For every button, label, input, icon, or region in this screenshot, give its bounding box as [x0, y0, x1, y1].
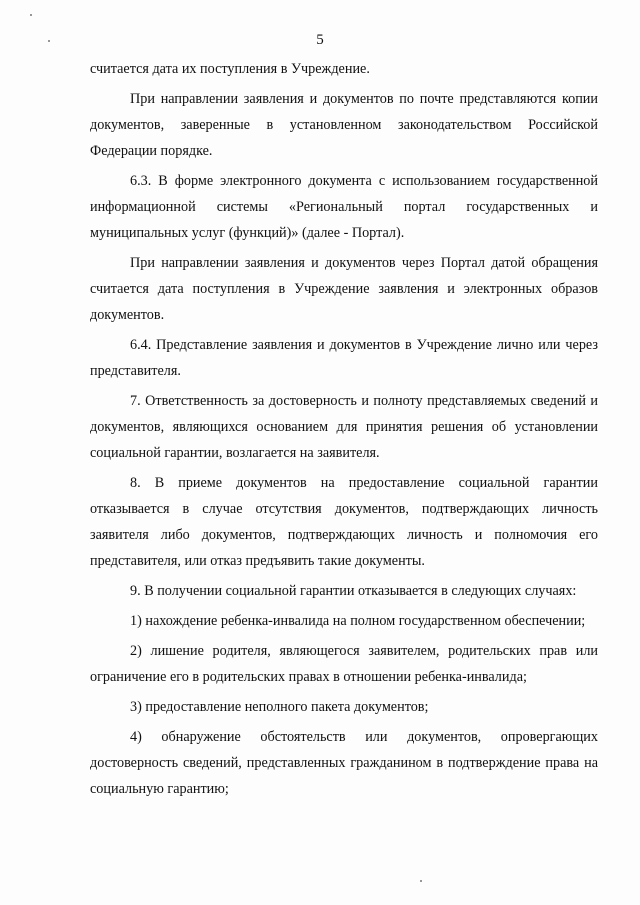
paragraph-portal-submission: При направлении заявления и документов через Портал датой обращения считается дата поступления в Учреждение заявления и электронных образов документов. [90, 255, 598, 323]
paragraph-7: 7. Ответственность за достоверность и полноту представляемых сведений и документов, являющихся основанием для принятия решения об установлении социальной гарантии, возлагается на заявителя. [90, 393, 598, 461]
paragraph-9: 9. В получении социальной гарантии отказывается в следующих случаях: [130, 583, 577, 599]
paragraph-continuation: считается дата их поступления в Учреждение. [90, 61, 370, 77]
scan-speck [30, 14, 32, 16]
paragraph-6-3: 6.3. В форме электронного документа с использованием государственной информационной системы «Региональный портал государственных и муниципальных услуг (функций)» (далее - Портал). [90, 173, 598, 241]
document-body [90, 56, 598, 806]
scan-speck [420, 880, 422, 882]
list-item-4: 4) обнаружение обстоятельств или документов, опровергающих достоверность сведений, представленных гражданином в подтверждение права на социальную гарантию; [90, 729, 598, 797]
paragraph-postal-submission: При направлении заявления и документов по почте представляются копии документов, заверенные в установленном законодательством Российской Федерации порядке. [90, 91, 598, 159]
paragraph-6-4: 6.4. Представление заявления и документов в Учреждение лично или через представителя. [90, 337, 598, 379]
list-item-2: 2) лишение родителя, являющегося заявителем, родительских прав или ограничение его в родительских правах в отношении ребенка-инвалида; [90, 643, 598, 685]
list-item-1: 1) нахождение ребенка-инвалида на полном государственном обеспечении; [130, 613, 586, 629]
list-item-3: 3) предоставление неполного пакета документов; [130, 699, 429, 715]
scan-speck [48, 40, 50, 42]
paragraph-8: 8. В приеме документов на предоставление социальной гарантии отказывается в случае отсутствия документов, подтверждающих личность заявителя либо документов, подтверждающих личность и полномочия его представителя, или отказ предъявить такие документы. [90, 475, 598, 569]
page-number: 5 [316, 32, 324, 48]
